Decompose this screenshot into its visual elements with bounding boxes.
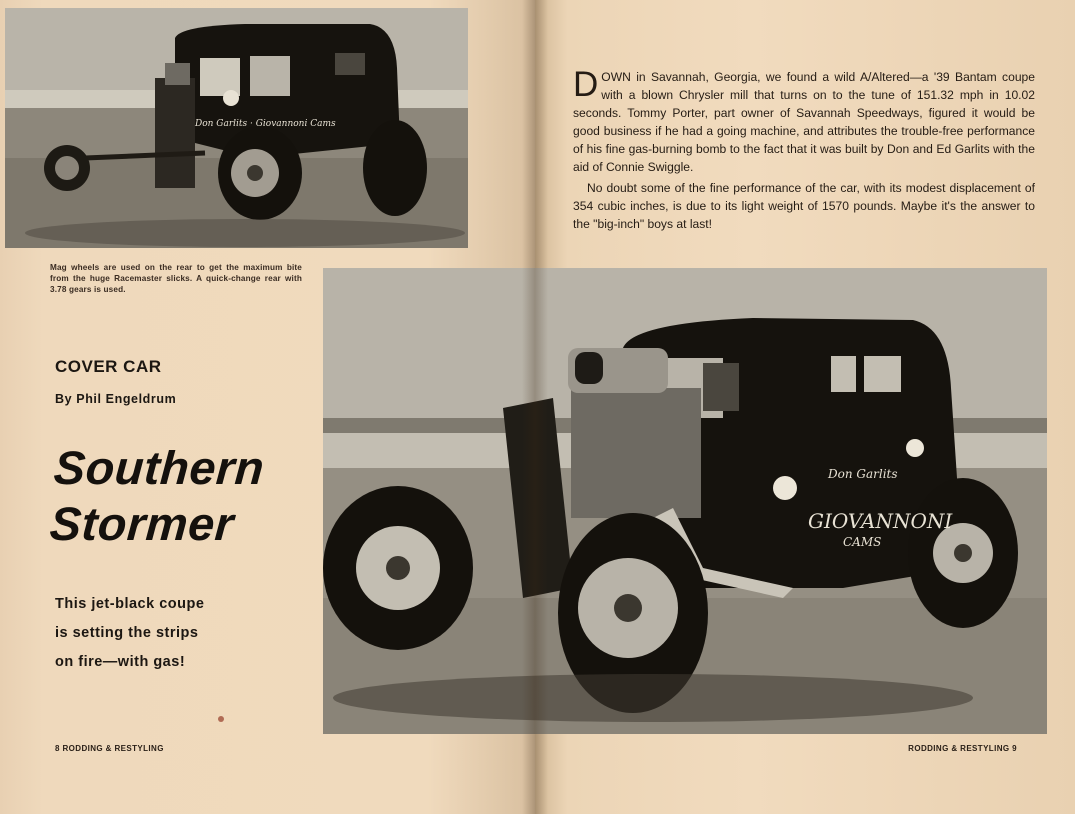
right-folio: RODDING & RESTYLING 9 <box>908 744 1017 753</box>
section-kicker: COVER CAR <box>55 357 162 376</box>
photo-main-car <box>323 268 1047 734</box>
left-folio: 8 RODDING & RESTYLING <box>55 744 164 753</box>
paragraph-2: No doubt some of the fine performance of the car, with its modest displacement of 354 cubic inches, is due to its light weight of 1570 pounds. Maybe it's the answer to the "big-inch" boys at last! <box>573 180 1035 231</box>
deck-line-2: is setting the strips <box>55 625 199 641</box>
main-car-lettering-1: Don Garlits <box>828 467 898 481</box>
photo-rear-view <box>5 8 468 248</box>
spine-shadow <box>522 0 548 814</box>
main-car-lettering-3: CAMS <box>843 535 882 549</box>
headline-line-2: Stormer <box>48 497 236 550</box>
paragraph-1 <box>573 65 1035 177</box>
deck-line-1: This jet-black coupe <box>55 596 205 612</box>
drop-cap: D <box>573 65 599 104</box>
paper-blemish <box>218 716 224 722</box>
byline: By Phil Engeldrum <box>55 392 177 406</box>
article-deck <box>55 590 204 677</box>
photo-caption: Mag wheels are used on the rear to get the maximum bite from the huge Racemaster slicks. A quick-change rear with 3.78 gears is used. <box>50 263 302 294</box>
main-car-illustration <box>323 268 1047 734</box>
top-car-lettering: Don Garlits · Giovannoni Cams <box>195 119 336 129</box>
deck-line-3: on fire—with gas! <box>55 654 186 670</box>
article-headline <box>48 440 266 552</box>
main-car-lettering-2: GIOVANNONI <box>808 509 953 533</box>
paragraph-1-text: OWN in Savannah, Georgia, we found a wild A/Altered—a '39 Bantam coupe with a blown Chrysler mill that turns on to the tune of 151.32 mph in 10.02 seconds. Tommy Porter, part owner of Savannah Speedways, figured it would be good business if he had a going machine, and attributes the trouble-free performance of his fine gas-burning bomb to the fact that it was built by Don and Ed Garlits with the aid of Connie Swiggle. <box>573 70 1035 175</box>
headline-line-1: Southern <box>52 441 267 494</box>
rear-view-car-illustration <box>5 8 468 248</box>
article-body <box>573 65 1035 233</box>
